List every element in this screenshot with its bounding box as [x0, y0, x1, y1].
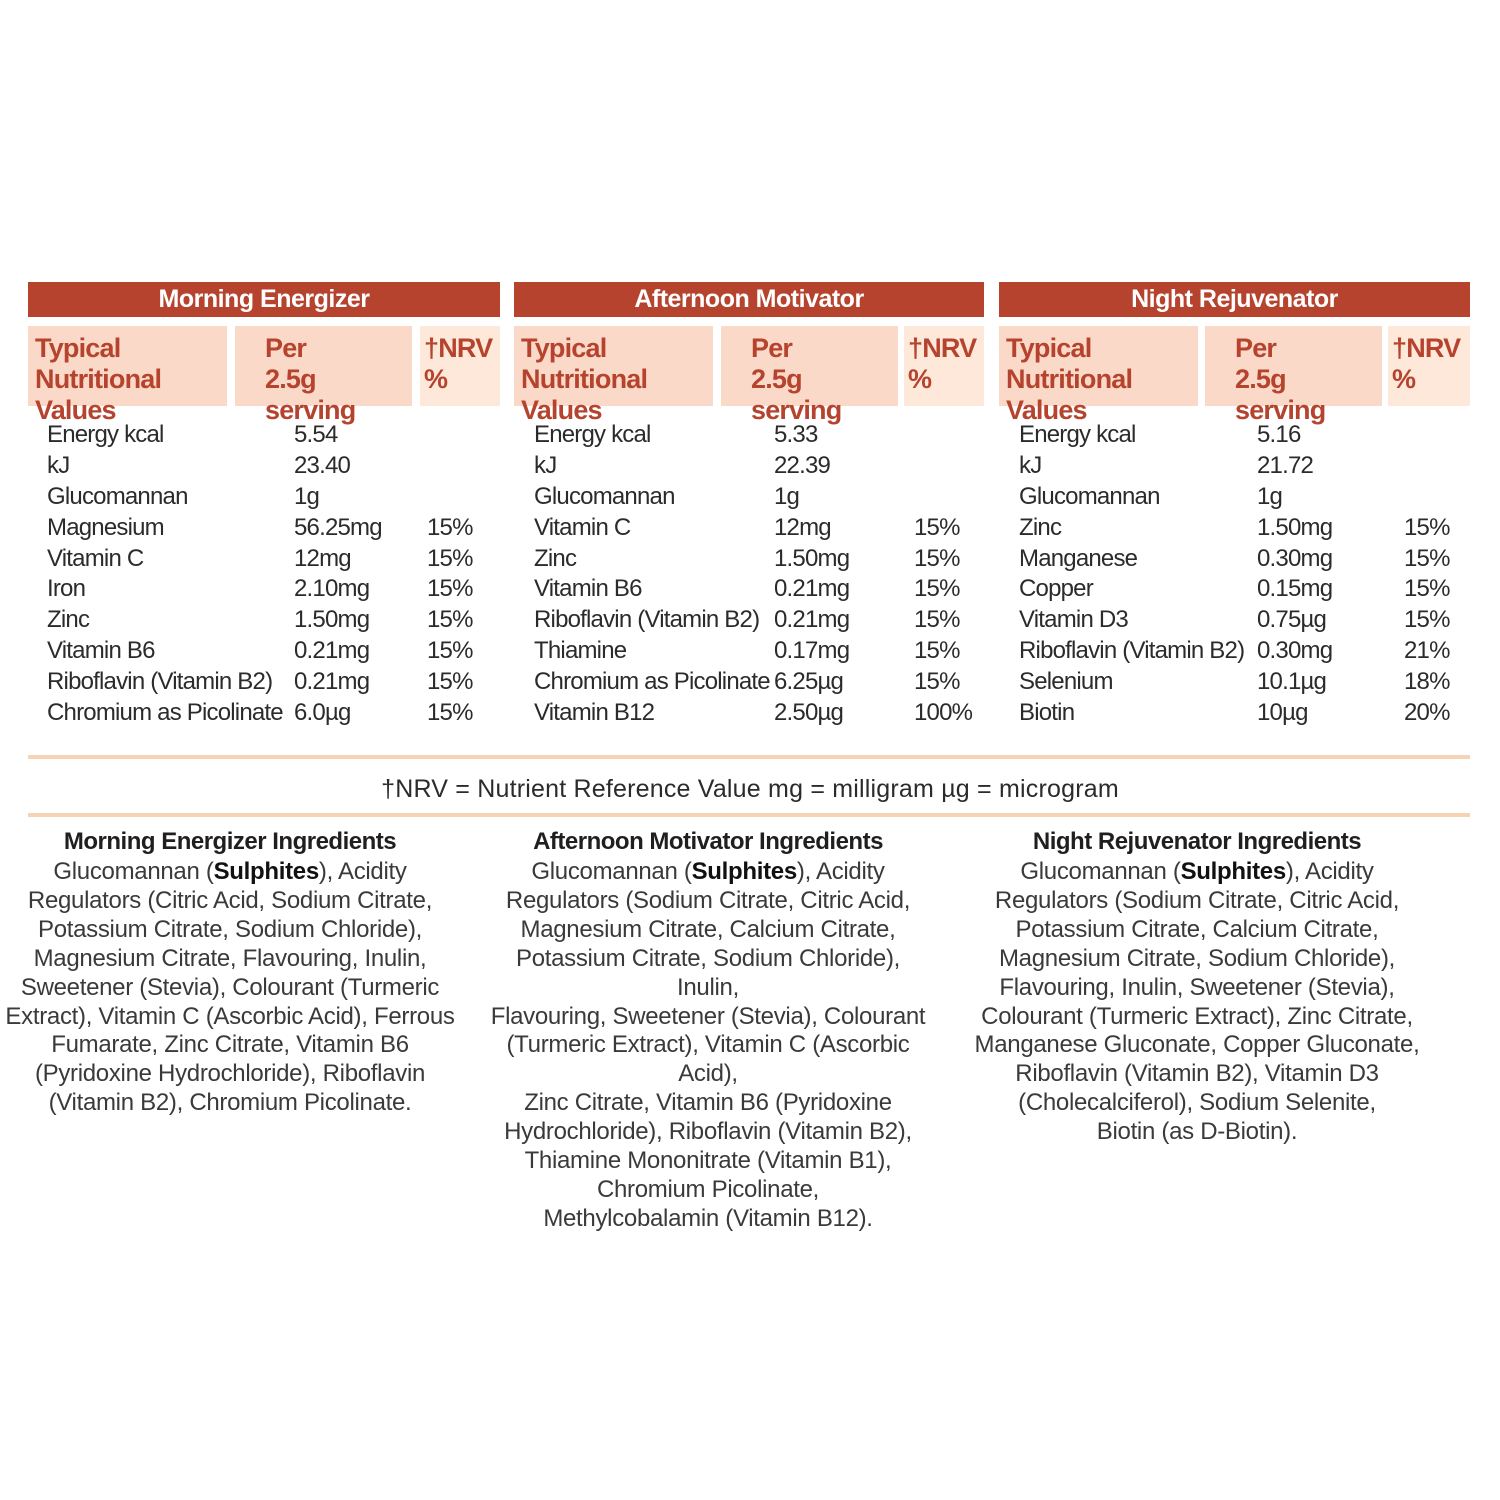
ingredients-line: [483, 1205, 933, 1234]
ingredients-line: [5, 1003, 455, 1032]
nutrient-amount: 12mg: [294, 544, 351, 572]
nutrient-amount: 1g: [294, 482, 320, 510]
ingredients-fragment: Thiamine Mononitrate (Vitamin B1),: [524, 1147, 892, 1175]
nutrient-nrv: 15%: [427, 575, 473, 603]
ingredients-fragment: Regulators (Citric Acid, Sodium Citrate,: [27, 886, 433, 914]
ingredients-text: [972, 858, 1422, 1147]
ingredients-fragment: Magnesium Citrate, Calcium Citrate,: [520, 915, 896, 943]
nutrient-name: Zinc: [1019, 513, 1062, 541]
ingredients-fragment: Chromium Picolinate,: [596, 1175, 820, 1203]
ingredients-text: [483, 858, 933, 1234]
header-nrv: †NRV %: [1388, 326, 1470, 406]
nutrient-row: [514, 513, 984, 544]
ingredients-line: [972, 858, 1422, 887]
nutrient-row: [28, 605, 500, 636]
ingredients-line: [972, 974, 1422, 1003]
table-header: [999, 326, 1470, 425]
nutrient-name: Biotin: [1019, 699, 1075, 727]
nutrient-row: [514, 605, 984, 636]
nutrient-nrv: 15%: [914, 575, 960, 603]
nutrient-row: [999, 636, 1470, 667]
nrv-footnote: †NRV = Nutrient Reference Value mg = milligram µg = microgram: [381, 775, 1119, 803]
ingredients-title: Afternoon Motivator Ingredients: [533, 828, 883, 855]
nutrient-amount: 5.54: [294, 421, 338, 448]
nutrient-amount: 10µg: [1257, 699, 1308, 727]
ingredients-line: [972, 1031, 1422, 1060]
nutrient-row: [514, 667, 984, 698]
panel-title: Afternoon Motivator: [514, 282, 984, 317]
ingredients-line: [483, 1118, 933, 1147]
nutrient-amount: 1g: [1257, 482, 1283, 510]
nutrient-amount: 2.50µg: [774, 699, 844, 727]
header-nutritional-values: Typical Nutritional Values: [999, 326, 1198, 406]
nutrient-name: Vitamin B6: [534, 575, 642, 603]
nutrient-nrv: 15%: [427, 668, 473, 696]
nutrient-row: [514, 574, 984, 605]
nutrient-name: Glucomannan: [534, 482, 675, 510]
nutrient-amount: 0.75µg: [1257, 606, 1327, 634]
divider-top: [28, 755, 1470, 759]
nutrient-nrv: 15%: [914, 606, 960, 634]
nutrient-name: Iron: [47, 575, 86, 603]
header-nrv: †NRV %: [904, 326, 984, 406]
ingredients-fragment: Magnesium Citrate, Sodium Chloride),: [998, 944, 1396, 972]
nutrient-name: Vitamin B6: [47, 637, 155, 665]
nutrient-nrv: 100%: [914, 699, 973, 727]
divider-bottom: [28, 813, 1470, 817]
ingredients-title: Morning Energizer Ingredients: [63, 828, 397, 855]
nutrient-name: Thiamine: [534, 637, 627, 665]
ingredients-line: [483, 945, 933, 1003]
nutrient-row: [999, 544, 1470, 575]
header-per-serving: Per 2.5g serving: [1205, 326, 1382, 406]
ingredients-fragment: ), Acidity: [796, 858, 885, 885]
ingredients-fragment: Flavouring, Inulin, Sweetener (Stevia),: [999, 973, 1395, 1001]
nutrient-row: [514, 482, 984, 513]
nutrient-name: Zinc: [534, 544, 577, 572]
nutrient-row: [28, 482, 500, 513]
nutrient-nrv: 15%: [427, 699, 473, 727]
ingredients-fragment: Glucomannan (: [1020, 858, 1181, 885]
ingredients-fragment: Magnesium Citrate, Flavouring, Inulin,: [33, 944, 427, 972]
header-per-serving: Per 2.5g serving: [235, 326, 412, 406]
header-nutritional-values: Typical Nutritional Values: [514, 326, 713, 406]
nutrient-name: Energy kcal: [1019, 421, 1136, 448]
nutrient-row: [28, 667, 500, 698]
allergen-text: Sulphites: [691, 858, 797, 885]
ingredients-fragment: Extract), Vitamin C (Ascorbic Acid), Ferrous: [5, 1002, 455, 1030]
ingredients-fragment: Glucomannan (: [531, 858, 692, 885]
ingredients-fragment: (Pyridoxine Hydrochloride), Riboflavin: [34, 1060, 426, 1088]
ingredients-line: [483, 916, 933, 945]
panel-title: Night Rejuvenator: [999, 282, 1470, 317]
nutrient-amount: 5.33: [774, 421, 818, 448]
nutrient-amount: 23.40: [294, 451, 351, 479]
nutrient-amount: 6.0µg: [294, 699, 351, 727]
nutrient-name: Vitamin C: [47, 544, 144, 572]
nutrient-amount: 12mg: [774, 513, 831, 541]
nutrient-amount: 21.72: [1257, 451, 1314, 479]
ingredients-line: [5, 945, 455, 974]
ingredients-line: [972, 916, 1422, 945]
ingredients-fragment: Regulators (Sodium Citrate, Citric Acid,: [505, 886, 911, 914]
nutrient-name: Vitamin C: [534, 513, 631, 541]
nutrient-row: [514, 636, 984, 667]
nutrient-nrv: 21%: [1404, 637, 1450, 665]
nutrient-amount: 6.25µg: [774, 668, 844, 696]
ingredients-line: [5, 1031, 455, 1060]
nutrient-name: Riboflavin (Vitamin B2): [1019, 637, 1245, 665]
nutrient-nrv: 15%: [427, 606, 473, 634]
nutrient-name: Magnesium: [47, 513, 164, 541]
nutrient-row: [999, 451, 1470, 482]
ingredients-line: [483, 1089, 933, 1118]
ingredients-morning: [5, 826, 455, 1118]
ingredients-fragment: Manganese Gluconate, Copper Gluconate,: [974, 1031, 1420, 1059]
nutrient-rows: [28, 420, 500, 729]
ingredients-fragment: Potassium Citrate, Sodium Chloride), Inulin,: [515, 944, 901, 1001]
nutrient-name: Energy kcal: [47, 421, 164, 448]
nutrient-row: [514, 698, 984, 729]
nutrient-row: [28, 420, 500, 451]
nutrient-row: [999, 605, 1470, 636]
nutrient-name: Vitamin D3: [1019, 606, 1128, 634]
ingredients-line: [5, 974, 455, 1003]
nutrient-amount: 1.50mg: [294, 606, 370, 634]
nutrient-row: [28, 544, 500, 575]
header-per-serving: Per 2.5g serving: [721, 326, 898, 406]
panel-morning-energizer: [28, 282, 500, 729]
ingredients-line: [972, 945, 1422, 974]
ingredients-line: [972, 1089, 1422, 1118]
ingredients-line: [483, 887, 933, 916]
ingredients-text: [5, 858, 455, 1118]
ingredients-fragment: ), Acidity: [1285, 858, 1374, 885]
nutrient-nrv: 20%: [1404, 699, 1450, 727]
nutrient-amount: 0.30mg: [1257, 544, 1333, 572]
ingredients-line: [483, 1147, 933, 1176]
nutrient-row: [28, 513, 500, 544]
ingredients-line: [483, 858, 933, 887]
nutrient-row: [514, 544, 984, 575]
ingredients-fragment: Biotin (as D-Biotin).: [1096, 1118, 1298, 1146]
nutrient-amount: 1.50mg: [774, 544, 850, 572]
nutrient-name: Riboflavin (Vitamin B2): [47, 668, 273, 696]
nutrient-row: [999, 574, 1470, 605]
allergen-text: Sulphites: [213, 858, 319, 885]
nutrient-rows: [999, 420, 1470, 729]
nutrient-name: Selenium: [1019, 668, 1113, 696]
panel-title: Morning Energizer: [28, 282, 500, 317]
nutrient-name: kJ: [47, 451, 70, 479]
ingredients-fragment: Zinc Citrate, Vitamin B6 (Pyridoxine: [524, 1089, 892, 1117]
nutrient-row: [514, 420, 984, 451]
nutrient-amount: 0.21mg: [294, 637, 370, 665]
ingredients-fragment: Regulators (Sodium Citrate, Citric Acid,: [994, 886, 1400, 914]
nutrient-name: Vitamin B12: [534, 699, 655, 727]
ingredients-line: [972, 1003, 1422, 1032]
nutrient-name: Copper: [1019, 575, 1093, 603]
nutrient-nrv: 15%: [1404, 575, 1450, 603]
nutrient-row: [999, 420, 1470, 451]
nutrient-name: Riboflavin (Vitamin B2): [534, 606, 760, 634]
nutrient-row: [514, 451, 984, 482]
nutrient-nrv: 18%: [1404, 668, 1450, 696]
ingredients-night: [972, 826, 1422, 1147]
ingredients-fragment: Riboflavin (Vitamin B2), Vitamin D3: [1015, 1060, 1379, 1088]
ingredients-line: [972, 1118, 1422, 1147]
nutrient-nrv: 15%: [427, 544, 473, 572]
ingredients-fragment: (Turmeric Extract), Vitamin C (Ascorbic Acid),: [506, 1031, 910, 1088]
panel-night-rejuvenator: [999, 282, 1470, 729]
nutrient-nrv: 15%: [914, 513, 960, 541]
ingredients-fragment: (Cholecalciferol), Sodium Selenite,: [1018, 1089, 1376, 1117]
nutrient-amount: 0.21mg: [294, 668, 370, 696]
ingredients-line: [483, 1176, 933, 1205]
nutrient-amount: 0.21mg: [774, 606, 850, 634]
nutrient-row: [28, 636, 500, 667]
table-header: [514, 326, 984, 425]
ingredients-line: [483, 1031, 933, 1089]
nutrient-amount: 1.50mg: [1257, 513, 1333, 541]
nutrient-nrv: 15%: [427, 637, 473, 665]
ingredients-fragment: Glucomannan (: [53, 858, 214, 885]
allergen-text: Sulphites: [1180, 858, 1286, 885]
nutrient-amount: 10.1µg: [1257, 668, 1327, 696]
ingredients-fragment: Flavouring, Sweetener (Stevia), Colourant: [490, 1002, 926, 1030]
header-nutritional-values: Typical Nutritional Values: [28, 326, 227, 406]
panel-afternoon-motivator: [514, 282, 984, 729]
ingredients-fragment: (Vitamin B2), Chromium Picolinate.: [48, 1089, 412, 1117]
nutrient-row: [999, 698, 1470, 729]
nutrient-name: Glucomannan: [1019, 482, 1160, 510]
ingredients-line: [5, 1060, 455, 1089]
nutrient-amount: 0.21mg: [774, 575, 850, 603]
nutrient-name: kJ: [1019, 451, 1042, 479]
nutrient-amount: 5.16: [1257, 421, 1301, 448]
nutrient-name: Manganese: [1019, 544, 1138, 572]
ingredients-line: [5, 916, 455, 945]
nutrient-row: [999, 667, 1470, 698]
ingredients-fragment: Sweetener (Stevia), Colourant (Turmeric: [20, 973, 440, 1001]
nutrient-nrv: 15%: [1404, 544, 1450, 572]
nutrient-name: Zinc: [47, 606, 90, 634]
ingredients-fragment: ), Acidity: [318, 858, 407, 885]
ingredients-afternoon: [483, 826, 933, 1234]
ingredients-fragment: Potassium Citrate, Calcium Citrate,: [1015, 915, 1379, 943]
nutrient-amount: 0.17mg: [774, 637, 850, 665]
nutrient-nrv: 15%: [427, 513, 473, 541]
ingredients-line: [972, 1060, 1422, 1089]
header-nrv: †NRV %: [420, 326, 500, 406]
nutrient-amount: 22.39: [774, 451, 831, 479]
nutrient-nrv: 15%: [914, 544, 960, 572]
nutrient-rows: [514, 420, 984, 729]
ingredients-line: [5, 1089, 455, 1118]
nutrient-row: [28, 451, 500, 482]
nutrient-nrv: 15%: [914, 637, 960, 665]
nutrient-name: Glucomannan: [47, 482, 188, 510]
nutrient-row: [999, 482, 1470, 513]
nutrient-nrv: 15%: [914, 668, 960, 696]
nutrient-amount: 0.30mg: [1257, 637, 1333, 665]
nutrient-row: [28, 574, 500, 605]
nutrient-amount: 1g: [774, 482, 800, 510]
ingredients-line: [972, 887, 1422, 916]
ingredients-title: Night Rejuvenator Ingredients: [1032, 828, 1362, 855]
ingredients-line: [483, 1003, 933, 1032]
ingredients-fragment: Hydrochloride), Riboflavin (Vitamin B2),: [504, 1118, 912, 1146]
ingredients-line: [5, 887, 455, 916]
ingredients-fragment: Fumarate, Zinc Citrate, Vitamin B6: [51, 1031, 409, 1059]
ingredients-fragment: Potassium Citrate, Sodium Chloride),: [37, 915, 423, 943]
table-header: [28, 326, 500, 425]
ingredients-line: [5, 858, 455, 887]
nutrient-name: Energy kcal: [534, 421, 651, 448]
nutrient-nrv: 15%: [1404, 513, 1450, 541]
nutrient-name: kJ: [534, 451, 557, 479]
nutrient-row: [28, 698, 500, 729]
nutrient-amount: 2.10mg: [294, 575, 370, 603]
nutrient-name: Chromium as Picolinate: [47, 699, 283, 727]
nutrient-name: Chromium as Picolinate: [534, 668, 770, 696]
ingredients-fragment: Methylcobalamin (Vitamin B12).: [543, 1204, 873, 1232]
nutrient-nrv: 15%: [1404, 606, 1450, 634]
ingredients-fragment: Colourant (Turmeric Extract), Zinc Citrate,: [981, 1002, 1413, 1030]
nutrient-amount: 0.15mg: [1257, 575, 1333, 603]
nutrient-row: [999, 513, 1470, 544]
nutrient-amount: 56.25mg: [294, 513, 382, 541]
